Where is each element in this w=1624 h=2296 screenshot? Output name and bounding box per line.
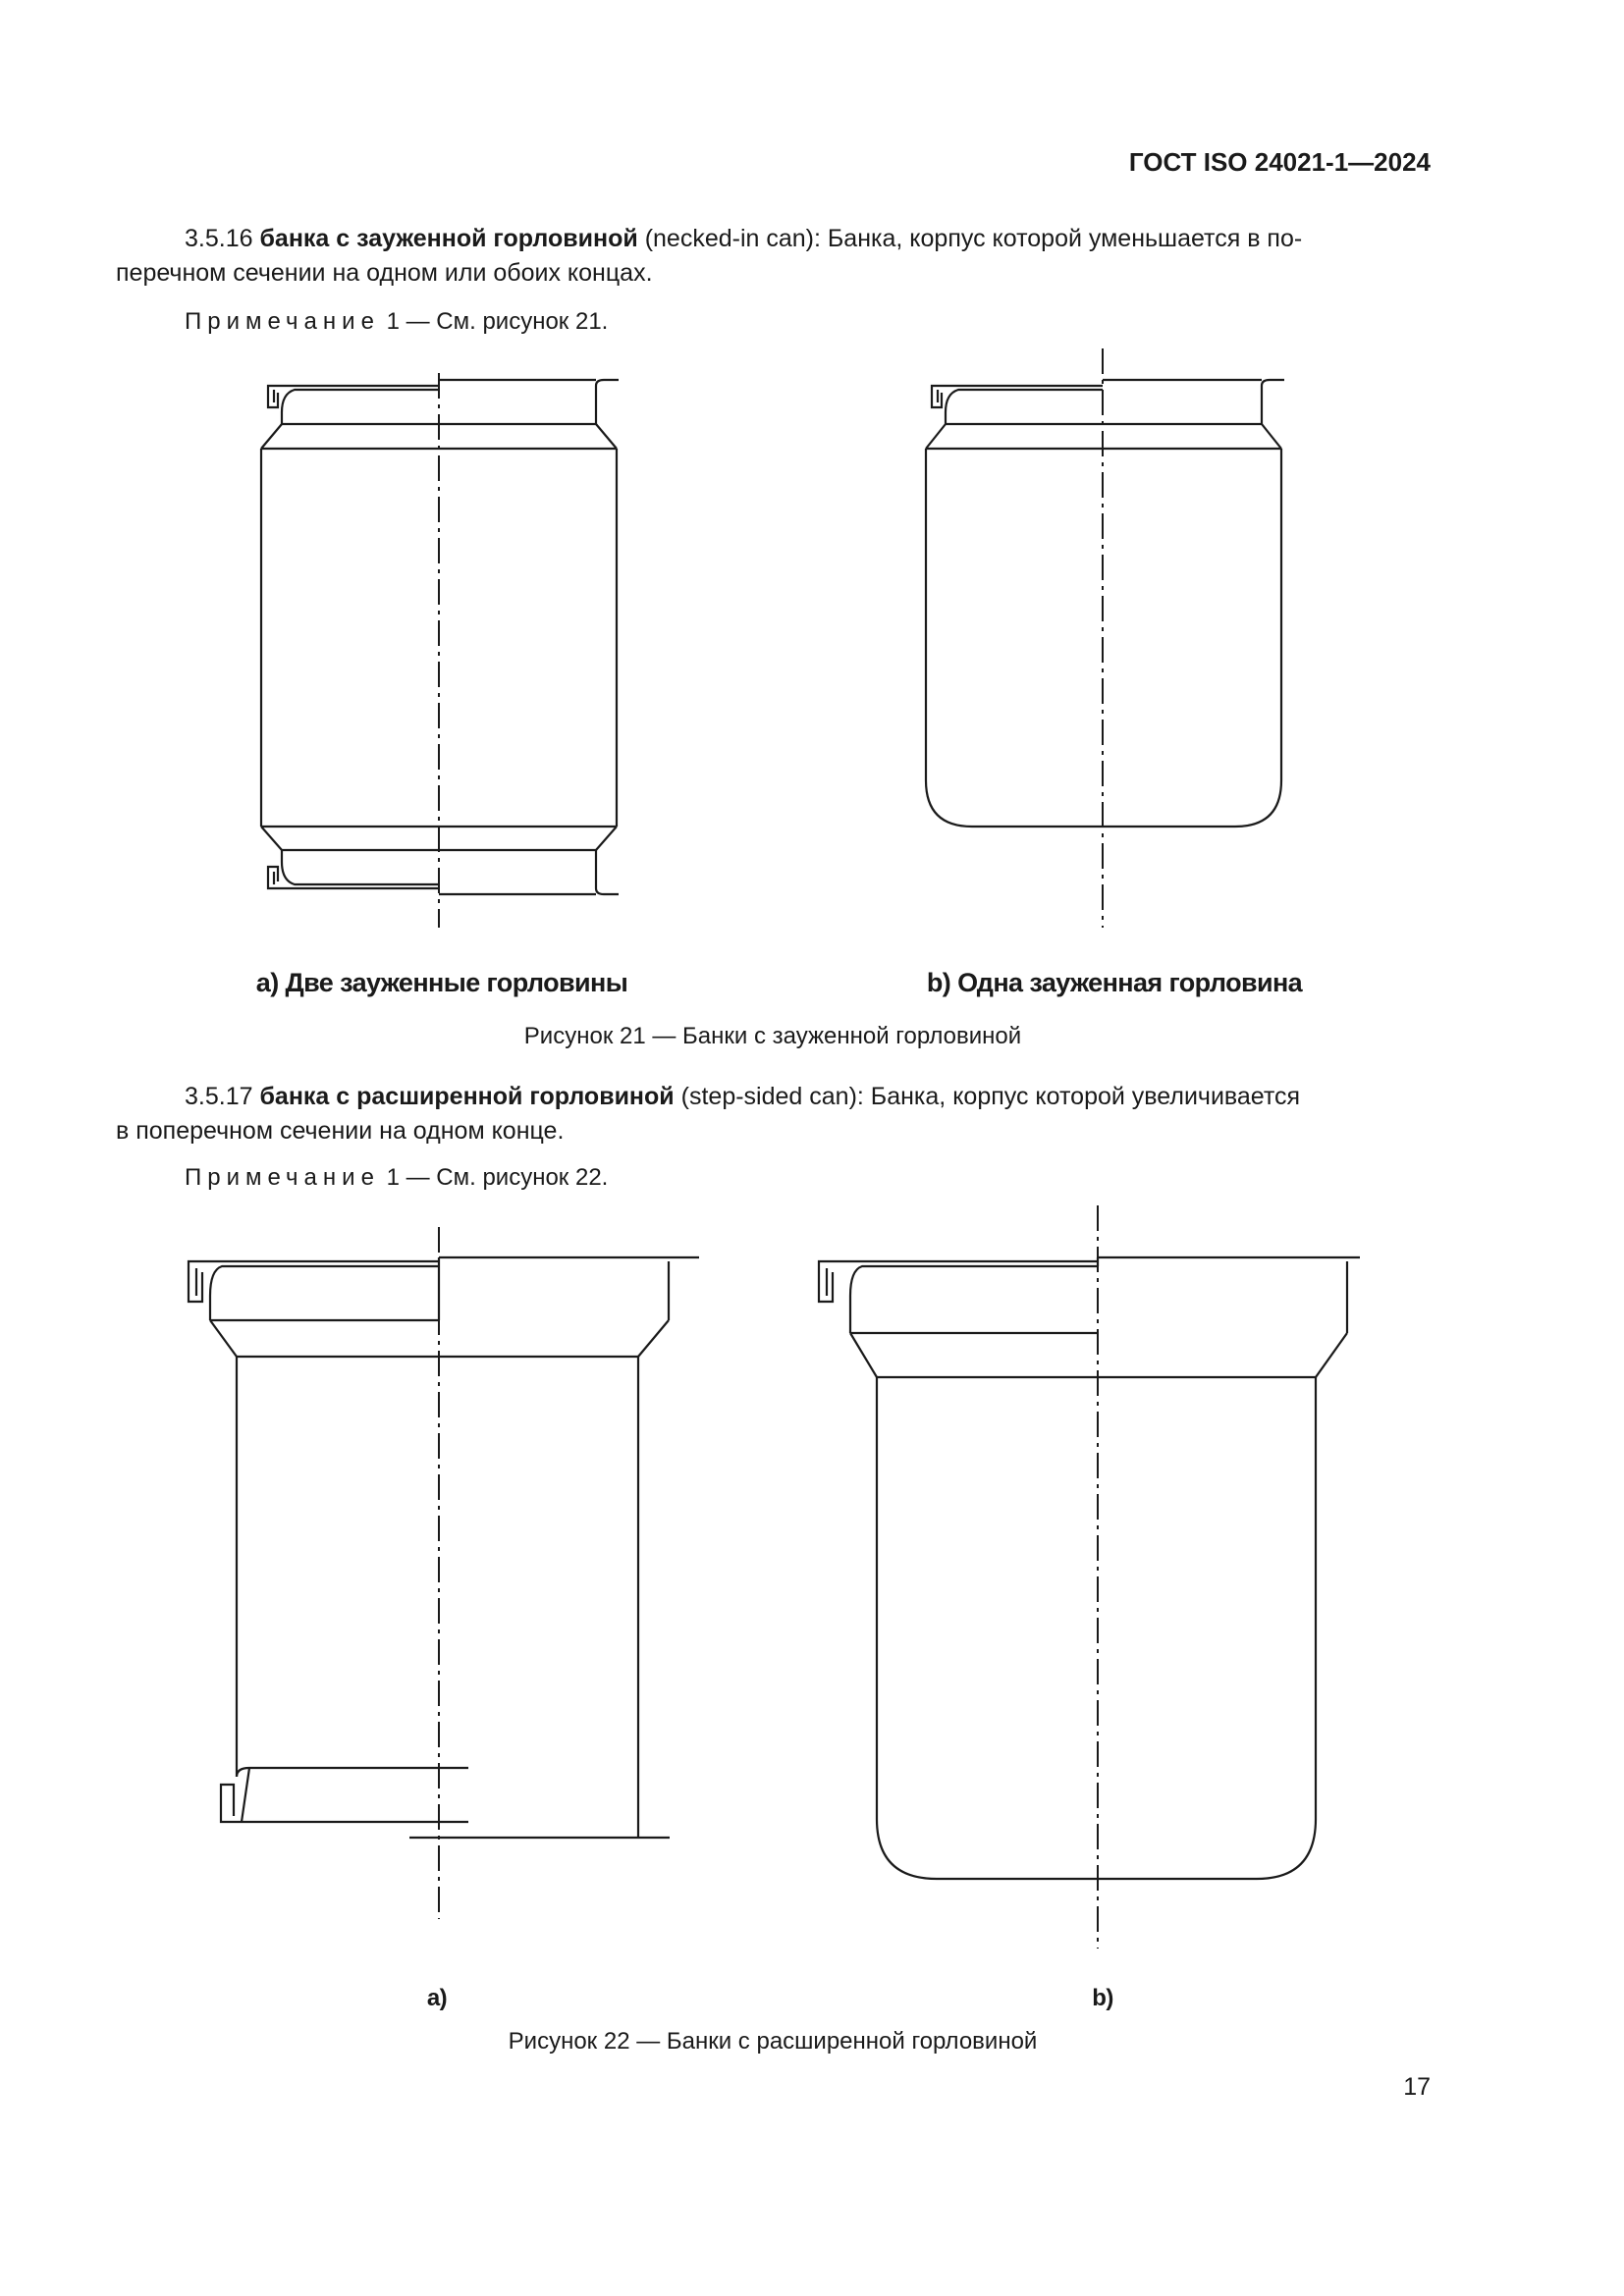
note-label: Примечание [185, 308, 380, 335]
figure-22b-drawing [819, 1205, 1360, 1949]
figure-21-caption: Рисунок 21 — Банки с зауженной горловиной [523, 1023, 1022, 1049]
term: банка с расширенной горловиной [259, 1083, 675, 1110]
definition-text-cont: в поперечном сечении на одном конце. [116, 1117, 565, 1145]
figure-22-caption: Рисунок 22 — Банки с расширенной горловиной [508, 2028, 1038, 2055]
document-header: ГОСТ ISO 24021-1—2024 [1128, 147, 1431, 177]
note-text: См. рисунок 21. [436, 308, 609, 335]
figure-21a-caption: а) Две зауженные горловины [255, 968, 628, 997]
note-label: Примечание [185, 1164, 380, 1191]
page-number: 17 [1403, 2073, 1431, 2101]
note-number: 1 — [386, 1164, 430, 1191]
clause-number: 3.5.16 [185, 225, 253, 252]
figure-21a-drawing [261, 373, 619, 928]
figure-22a-caption: a) [426, 1985, 448, 2011]
note-text: См. рисунок 22. [436, 1164, 609, 1191]
english-term: (necked-in can): [644, 225, 821, 252]
definition-text-cont: перечном сечении на одном или обоих концах. [116, 259, 653, 287]
clause-number: 3.5.17 [185, 1083, 253, 1110]
figure-21b-caption: b) Одна зауженная горловина [926, 968, 1303, 997]
term: банка с зауженной горловиной [259, 225, 638, 252]
figure-22a-drawing [189, 1227, 699, 1919]
english-term: (step-sided can): [680, 1083, 864, 1110]
note-number: 1 — [386, 308, 430, 335]
definition-text: Банка, корпус которой уменьшается в по- [827, 225, 1303, 252]
figure-22b-caption: b) [1092, 1985, 1113, 2011]
definition-text: Банка, корпус которой увеличивается [870, 1083, 1301, 1110]
figure-21b-drawing [926, 348, 1284, 928]
